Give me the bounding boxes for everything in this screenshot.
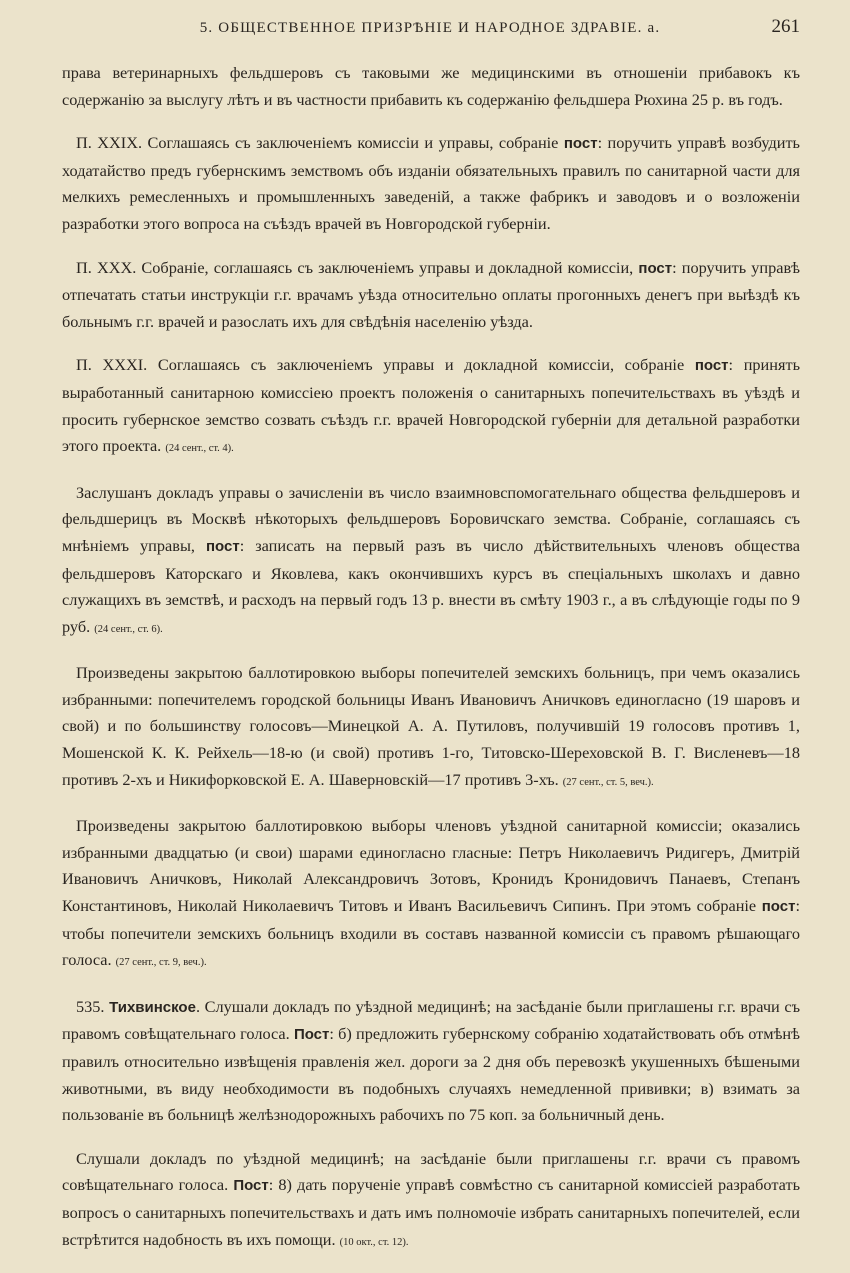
session-reference: (10 окт., ст. 12).	[339, 1236, 409, 1248]
resolution-keyword: пост	[761, 898, 796, 916]
session-reference: (27 сент., ст. 5, веч.).	[562, 776, 654, 788]
resolution-keyword: пост	[205, 537, 240, 555]
paragraph-text: П. XXIX. Соглашаясь съ заключеніемъ комиссіи и управы, собраніе	[76, 133, 559, 153]
paragraph-8	[62, 994, 800, 1129]
paragraph-text: : б) предложить губернскому собранію ходатайствовать объ отмѣнѣ правилъ относительно извѣщенія правленія жел. дороги за 2 дня объ перевозкѣ укушенныхъ бѣшеными животными, въ виду необходимости въ подобныхъ случаяхъ немедленной прививки; в) взимать за пользованіе въ больницѣ желѣзнодорожныхъ рабочихъ по 75 коп. за больничный день.	[62, 1024, 800, 1125]
paragraph-text: : 8) дать порученіе управѣ совмѣстно съ санитарной комиссіей разработать вопросъ о санитарныхъ попечительствахъ и дать имъ полномочіе избрать санитарныхъ попечителей, если встрѣтится надобность въ ихъ помощи.	[62, 1175, 800, 1249]
article-number: 535.	[76, 996, 105, 1016]
session-reference: (24 сент., ст. 4).	[165, 443, 234, 455]
paragraph-text: : чтобы попечители земскихъ больницъ входили въ составъ названной комиссіи съ правомъ рѣшающаго голоса.	[62, 896, 800, 970]
paragraph-9	[62, 1146, 800, 1256]
paragraph-2	[62, 130, 800, 237]
paragraph-text: Заслушанъ докладъ управы о зачисленіи въ число взаимновспомогательнаго общества фельдшеровъ и фельдшерицъ въ Москвѣ нѣкоторыхъ фельдшеровъ Боровичскаго земства. Собраніе, соглашаясь съ мнѣніемъ управы,	[62, 482, 800, 555]
paragraph-1	[62, 60, 800, 113]
resolution-keyword: Пост	[293, 1026, 330, 1044]
page-number: 261	[771, 16, 800, 37]
session-reference: (27 сент., ст. 9, веч.).	[115, 957, 207, 969]
resolution-keyword: пост	[694, 357, 729, 375]
paragraph-4	[62, 352, 800, 462]
session-reference: (24 сент., ст. 6).	[94, 623, 163, 635]
paragraph-7	[62, 813, 800, 977]
page-header	[60, 14, 800, 44]
resolution-keyword: Пост	[233, 1177, 269, 1195]
paragraph-text: Слушали докладъ по уѣздной медицинѣ; на засѣданіе были приглашены г.г. врачи съ правомъ совѣщательнаго голоса.	[62, 1148, 800, 1195]
paragraph-text: . Слушали докладъ по уѣздной медицинѣ; на засѣданіе были приглашены г.г. врачи съ правомъ совѣщательнаго голоса.	[62, 996, 800, 1044]
resolution-keyword: пост	[638, 259, 673, 277]
district-name: Тихвинское	[109, 998, 196, 1016]
resolution-keyword: пост	[563, 135, 598, 153]
body-text	[62, 60, 800, 1273]
paragraph-6	[62, 660, 800, 796]
paragraph-text: П. XXX. Собраніе, соглашаясь съ заключеніемъ управы и докладной комиссіи,	[76, 257, 634, 277]
paragraph-text: Произведены закрытою баллотировкою выборы членовъ уѣздной санитарной комиссіи; оказались избранными двадцатью (и свои) шарами единогласно гласные: Петръ Николаевичъ Ридигеръ, Дмитрій Ивановичъ Аничковъ, Николай Александровичъ Зотовъ, Кронидъ Кронидовичъ Панаевъ, Степанъ Константиновъ, Николай Николаевичъ Титовъ и Иванъ Васильевичъ Сипинъ. При этомъ собраніе	[62, 816, 800, 916]
paragraph-5	[62, 480, 800, 644]
paragraph-text: : поручить управѣ возбудить ходатайство предъ губернскимъ земствомъ объ изданіи обязательныхъ правилъ по санитарной части для мелкихъ ремесленныхъ и промышленныхъ заведеній, а также фабрикъ и заводовъ и о возложеніи разработки этого вопроса на съѣздъ врачей въ Новгородской губерніи.	[62, 133, 800, 233]
paragraph-3	[62, 255, 800, 336]
paragraph-text: : принять выработанный санитарною комиссіею проектъ положенія о санитарныхъ попечительствахъ въ уѣздѣ и просить губернское земство созвать съѣздъ г.г. врачей Новгородской губерніи для детальной разработки этого проекта.	[62, 355, 800, 456]
paragraph-text: П. XXXI. Соглашаясь съ заключеніемъ управы и докладной комиссіи, собраніе	[76, 355, 685, 375]
paragraph-text: : записать на первый разъ въ число дѣйствительныхъ членовъ общества фельдшеровъ Каторскаго и Яковлева, какъ окончившихъ курсъ въ спеціальныхъ школахъ и давно служащихъ въ земствѣ, и расходъ на первый годъ 13 р. внести въ смѣту 1903 г., а въ слѣдующіе годы по 9 руб.	[62, 535, 800, 636]
paragraph-text: : поручить управѣ отпечатать статьи инструкціи г.г. врачамъ уѣзда относительно оплаты прогонныхъ денегъ при выѣздѣ къ больнымъ г.г. врачей и разослать ихъ для свѣдѣнія населенію уѣзда.	[62, 257, 800, 331]
paragraph-text: Произведены закрытою баллотировкою выборы попечителей земскихъ больницъ, при чемъ оказались избранными: попечителемъ городской больницы Иванъ Ивановичъ Аничковъ единогласно (19 шаровъ и свой) и по большинству голосовъ—Минецкой А. А. Путиловъ, получившій 19 голосовъ противъ 1, Мошенской К. К. Рейхель—18-ю (и свой) противъ 1-го, Титовско-Шереховской В. Г. Висленевъ—18 противъ 2-хъ и Никифорковской Е. А. Шаверновскій—17 противъ 3-хъ.	[62, 663, 800, 789]
paragraph-text: права ветеринарныхъ фельдшеровъ съ таковыми же медицинскими въ отношеніи прибавокъ къ содержанію за выслугу лѣтъ и въ частности прибавить къ содержанію фельдшера Рюхина 25 р. въ годъ.	[62, 63, 800, 109]
running-title: 5. ОБЩЕСТВЕННОЕ ПРИЗРѢНІЕ И НАРОДНОЕ ЗДРАВІЕ. а.	[199, 20, 661, 36]
